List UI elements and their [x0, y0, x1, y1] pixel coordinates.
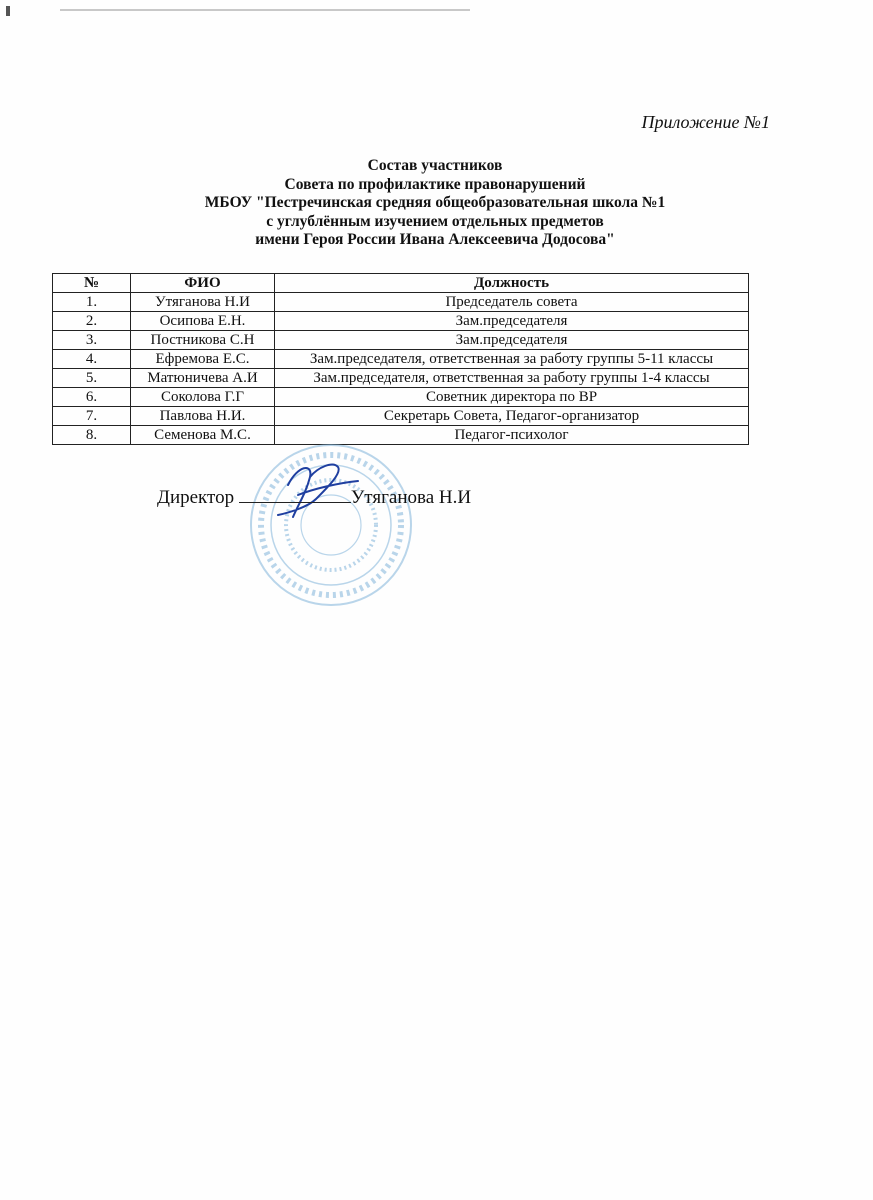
table-row	[53, 369, 749, 388]
title-line-4: с углублённым изучением отдельных предметов	[266, 212, 604, 230]
table-header-row	[53, 274, 749, 293]
row-fio: Утяганова Н.И	[131, 293, 275, 312]
row-num: 6.	[53, 388, 131, 407]
table-row	[53, 293, 749, 312]
row-position: Педагог-психолог	[275, 426, 749, 445]
signature-name: Утяганова Н.И	[350, 487, 472, 508]
row-num: 2.	[53, 312, 131, 331]
table-row	[53, 312, 749, 331]
row-fio: Осипова Е.Н.	[131, 312, 275, 331]
row-position: Зам.председателя, ответственная за работу группы 1-4 классы	[275, 369, 749, 388]
table-row	[53, 331, 749, 350]
title-line-1: Состав участников	[367, 157, 503, 174]
title-line-2: Совета по профилактике правонарушений	[284, 175, 586, 193]
signature-role: Директор	[157, 487, 235, 508]
row-num: 7.	[53, 407, 131, 426]
title-line-5: имени Героя России Ивана Алексеевича Додосова"	[255, 231, 615, 248]
table-row	[53, 388, 749, 407]
scan-artifact-line	[60, 9, 470, 11]
row-num: 8.	[53, 426, 131, 445]
row-position: Председатель совета	[275, 293, 749, 312]
signature-blank	[239, 486, 351, 503]
row-fio: Соколова Г.Г	[131, 388, 275, 407]
row-fio: Постникова С.Н	[131, 331, 275, 350]
header-fio: ФИО	[131, 274, 275, 293]
title-line-3: МБОУ "Пестречинская средняя общеобразовательная школа №1	[204, 194, 666, 211]
row-fio: Ефремова Е.С.	[131, 350, 275, 369]
director-signature-line	[157, 486, 471, 509]
row-num: 1.	[53, 293, 131, 312]
row-num: 3.	[53, 331, 131, 350]
row-position: Зам.председателя	[275, 312, 749, 331]
row-fio: Семенова М.С.	[131, 426, 275, 445]
table-row	[53, 407, 749, 426]
row-position: Секретарь Совета, Педагог-организатор	[275, 407, 749, 426]
members-table	[52, 273, 749, 445]
header-position: Должность	[275, 274, 749, 293]
table-row	[53, 350, 749, 369]
row-fio: Матюничева А.И	[131, 369, 275, 388]
row-fio: Павлова Н.И.	[131, 407, 275, 426]
row-position: Зам.председателя, ответственная за работу группы 5-11 классы	[275, 350, 749, 369]
appendix-label: Приложение №1	[641, 112, 770, 132]
row-num: 4.	[53, 350, 131, 369]
row-position: Зам.председателя	[275, 331, 749, 350]
document-title	[100, 157, 770, 250]
header-num: №	[53, 274, 131, 293]
row-position: Советник директора по ВР	[275, 388, 749, 407]
scan-artifact-corner	[6, 6, 10, 16]
row-num: 5.	[53, 369, 131, 388]
